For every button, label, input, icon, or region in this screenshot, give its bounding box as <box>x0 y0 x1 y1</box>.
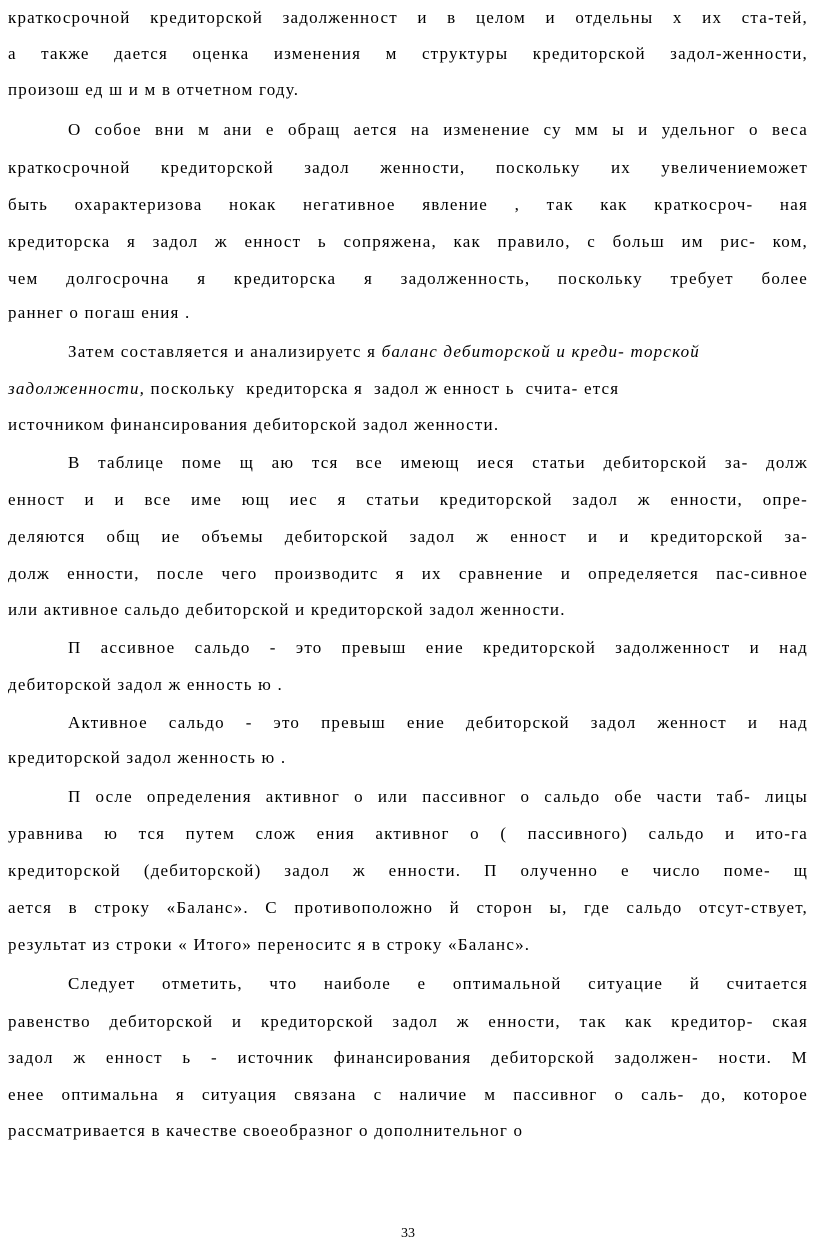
text-line <box>8 374 619 404</box>
text-line: равенство дебиторской и кредиторской задол ж енности, так как кредитор- ская <box>8 1012 808 1031</box>
italic-term: задолженности, <box>8 379 146 398</box>
page-number: 33 <box>401 1226 415 1241</box>
text-line: П ассивное сальдо - это превыш ение кредиторской задолженност и над <box>68 638 808 657</box>
text-line: В таблице поме щ аю тся все имеющ иеся статьи дебиторской за- долж <box>68 453 808 472</box>
text-line: а также дается оценка изменения м структуры кредиторской задол-женности, <box>8 44 808 63</box>
text-line: П осле определения активног о или пассивног о сальдо обе части таб- лицы <box>68 787 808 806</box>
text-line: быть охарактеризова нокак негативное явление , так как краткосроч- ная <box>8 195 808 214</box>
italic-term: баланс дебиторской и креди- торской <box>381 342 701 361</box>
text-line: уравнива ю тся путем слож ения активног о ( пассивного) сальдо и ито-га <box>8 824 808 843</box>
text-line <box>68 337 700 367</box>
text-line: источником финансирования дебиторской задол женности. <box>8 415 500 434</box>
text-line: рассматривается в качестве своеобразног о дополнительног о <box>8 1121 524 1140</box>
text-run: поскольку кредиторска я задол ж енност ь счита- ется <box>145 379 620 398</box>
text-line: О собое вни м ани е обращ ается на изменение су мм ы и удельног о веса <box>68 120 808 139</box>
text-line: деляются общ ие объемы дебиторской задол ж енност и и кредиторской за- <box>8 527 808 546</box>
text-line: енност и и все име ющ иес я статьи кредиторской задол ж енности, опре- <box>8 490 808 509</box>
text-line: енее оптимальна я ситуация связана с наличие м пассивног о саль- до, которое <box>8 1085 808 1104</box>
text-line: кредиторской (дебиторской) задол ж енности. П олученно е число поме- щ <box>8 861 808 880</box>
text-line: Активное сальдо - это превыш ение дебиторской задол женност и над <box>68 713 808 732</box>
text-line: Следует отметить, что наиболе е оптимальной ситуацие й считается <box>68 974 808 993</box>
text-line: ается в строку «Баланс». С противоположно й сторон ы, где сальдо отсут-ствует, <box>8 898 808 917</box>
text-line: дебиторской задол ж енность ю . <box>8 675 283 694</box>
text-line: краткосрочной кредиторской задолженност и в целом и отдельны х их ста-тей, <box>8 8 808 27</box>
text-line: кредиторска я задол ж енност ь сопряжена, как правило, с больш им рис- ком, <box>8 232 808 251</box>
text-line: произош ед ш и м в отчетном году. <box>8 80 300 99</box>
text-line: раннег о погаш ения . <box>8 303 191 322</box>
text-line: кредиторской задол женность ю . <box>8 748 287 767</box>
text-line: или активное сальдо дебиторской и кредиторской задол женности. <box>8 600 566 619</box>
text-line: результат из строки « Итого» переноситс я в строку «Баланс». <box>8 935 531 954</box>
text-line: задол ж енност ь - источник финансирования дебиторской задолжен- ности. М <box>8 1048 808 1067</box>
text-run: Затем составляется и анализируетс я <box>68 342 382 361</box>
text-line: чем долгосрочна я кредиторска я задолженность, поскольку требует более <box>8 269 808 288</box>
text-line: краткосрочной кредиторской задол женности, поскольку их увеличениеможет <box>8 158 808 177</box>
text-line: долж енности, после чего производитс я их сравнение и определяется пас-сивное <box>8 564 808 583</box>
